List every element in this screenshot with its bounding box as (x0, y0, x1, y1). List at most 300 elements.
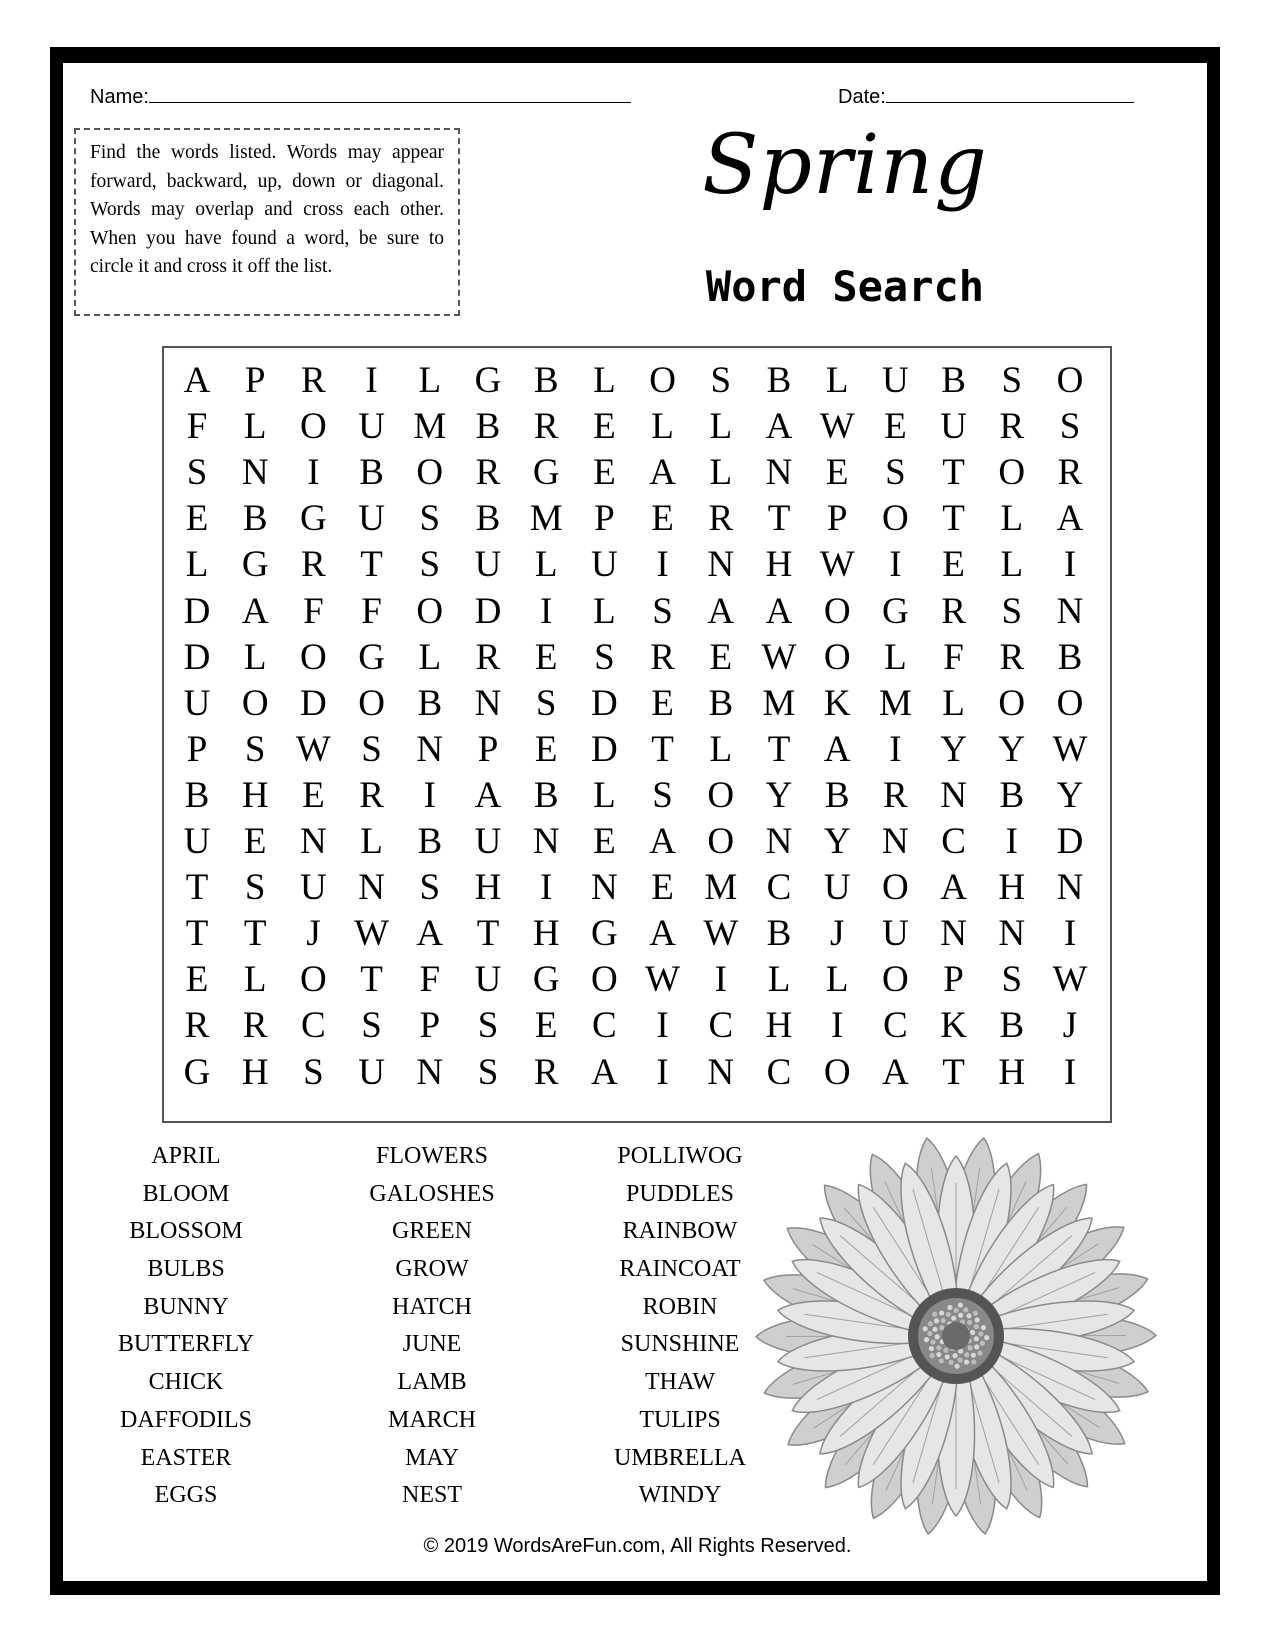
word-list-item: ROBIN (642, 1293, 718, 1320)
word-list-item: NEST (402, 1482, 462, 1509)
grid-letter[interactable]: A (241, 590, 269, 632)
grid-letter[interactable]: B (999, 1005, 1025, 1047)
grid-letter[interactable]: O (707, 821, 735, 862)
grid-letter[interactable]: H (765, 544, 793, 586)
grid-letter[interactable]: D (474, 590, 502, 632)
grid-letter[interactable]: R (242, 1005, 268, 1047)
grid-letter[interactable]: L (593, 774, 616, 816)
grid-letter[interactable]: J (1062, 1005, 1078, 1047)
word-list-item: TULIPS (639, 1406, 721, 1433)
name-blank-line[interactable] (149, 84, 631, 103)
grid-letter[interactable]: T (942, 498, 965, 540)
grid-letter[interactable]: R (650, 636, 675, 678)
grid-letter[interactable]: F (943, 636, 964, 678)
grid-letter[interactable]: I (656, 544, 669, 586)
date-field[interactable] (838, 84, 1134, 109)
grid-letter[interactable]: O (591, 959, 618, 1001)
grid-letter[interactable]: N (300, 821, 327, 862)
grid-letter[interactable]: L (709, 728, 733, 770)
title-spring: Spring (702, 118, 988, 213)
word-list-item: WINDY (638, 1482, 722, 1509)
grid-letter[interactable]: I (1063, 1051, 1077, 1093)
grid-letter[interactable]: B (417, 821, 443, 862)
grid-letter[interactable]: Y (1056, 774, 1084, 816)
word-list-item: CHICK (148, 1369, 224, 1396)
grid-letter[interactable]: T (476, 913, 500, 955)
grid-letter[interactable]: S (1059, 406, 1081, 448)
grid-letter[interactable]: A (765, 406, 793, 448)
grid-letter[interactable]: E (825, 452, 849, 494)
grid-letter[interactable]: Y (940, 728, 967, 770)
word-list-item: FLOWERS (375, 1143, 488, 1169)
grid-letter[interactable]: N (998, 913, 1026, 955)
word-list-item: EASTER (140, 1444, 232, 1471)
word-list-item: RAINCOAT (619, 1256, 741, 1283)
grid-letter[interactable]: S (652, 590, 673, 632)
grid-letter[interactable]: D (183, 636, 211, 678)
grid-letter[interactable]: S (477, 1005, 499, 1047)
grid-letter[interactable]: N (707, 1051, 735, 1093)
grid-letter[interactable]: G (183, 1051, 211, 1093)
grid-letter[interactable]: N (1056, 867, 1084, 909)
grid-letter[interactable]: G (532, 959, 560, 1001)
grid-letter[interactable]: F (361, 590, 382, 632)
grid-letter[interactable]: L (360, 821, 383, 862)
grid-letter[interactable]: L (534, 544, 558, 586)
grid-letter[interactable]: O (300, 636, 327, 678)
word-list-item: RAINBOW (622, 1218, 738, 1245)
grid-letter[interactable]: N (532, 821, 560, 862)
grid-letter[interactable]: B (766, 360, 792, 401)
grid-letter[interactable]: M (529, 498, 563, 540)
word-list-item: APRIL (151, 1143, 221, 1169)
grid-letter[interactable]: Y (765, 774, 793, 816)
grid-letter[interactable]: A (474, 774, 502, 816)
grid-letter[interactable]: R (359, 774, 384, 816)
word-list-item: JUNE (402, 1331, 462, 1358)
grid-letter[interactable]: L (1000, 544, 1024, 586)
grid-letter[interactable]: J (829, 913, 845, 955)
grid-letter[interactable]: T (767, 498, 791, 540)
word-list-item: DAFFODILS (119, 1406, 253, 1433)
grid-letter[interactable]: S (186, 452, 208, 494)
grid-letter[interactable]: I (656, 1005, 669, 1047)
grid-letter[interactable]: N (707, 544, 735, 586)
word-list-item: GREEN (392, 1218, 472, 1245)
grid-letter[interactable]: U (183, 821, 211, 862)
word-list-item: MAY (405, 1444, 459, 1471)
grid-letter[interactable]: I (1063, 544, 1077, 586)
grid-letter[interactable]: L (243, 406, 267, 448)
word-list-item: EGGS (154, 1482, 218, 1509)
grid-letter[interactable]: O (882, 867, 909, 909)
grid-letter[interactable]: W (354, 913, 390, 955)
grid-letter[interactable]: A (591, 1051, 618, 1093)
grid-letter[interactable]: L (709, 406, 733, 448)
grid-letter[interactable]: H (998, 1051, 1026, 1093)
grid-letter[interactable]: U (358, 406, 385, 448)
grid-letter[interactable]: B (766, 913, 792, 955)
grid-letter[interactable]: O (300, 959, 327, 1001)
word-list-item: PUDDLES (625, 1180, 734, 1207)
word-list-item: GALOSHES (369, 1180, 495, 1207)
grid-letter[interactable]: E (534, 728, 558, 770)
grid-letter[interactable]: U (882, 913, 909, 955)
grid-letter[interactable]: O (358, 682, 385, 724)
grid-letter[interactable]: A (823, 728, 851, 770)
grid-letter[interactable]: U (940, 406, 967, 448)
grid-letter[interactable]: T (185, 867, 209, 909)
grid-letter[interactable]: E (593, 406, 616, 448)
grid-letter[interactable]: L (418, 360, 442, 401)
grid-letter[interactable]: L (1000, 498, 1024, 540)
grid-letter[interactable]: U (882, 360, 909, 401)
grid-letter[interactable]: L (243, 636, 267, 678)
word-list-item: BUNNY (143, 1293, 229, 1320)
grid-letter[interactable]: R (941, 590, 966, 632)
grid-letter[interactable]: O (882, 498, 909, 540)
grid-letter[interactable]: P (186, 728, 208, 770)
grid-letter[interactable]: R (1057, 452, 1083, 494)
grid-letter[interactable]: O (416, 590, 444, 632)
grid-letter[interactable]: D (300, 682, 327, 724)
grid-letter[interactable]: N (765, 821, 793, 862)
grid-letter[interactable]: I (365, 360, 378, 401)
grid-letter[interactable]: A (1056, 498, 1084, 540)
grid-letter[interactable]: A (882, 1051, 909, 1093)
grid-letter[interactable]: B (475, 498, 501, 540)
copyright-footer: © 2019 WordsAreFun.com, All Rights Reserved. (423, 1535, 852, 1557)
grid-letter[interactable]: N (940, 913, 967, 955)
grid-letter[interactable]: N (416, 728, 444, 770)
grid-letter[interactable]: R (184, 1005, 210, 1047)
grid-letter[interactable]: E (709, 636, 733, 678)
grid-letter[interactable]: M (762, 682, 796, 724)
grid-letter[interactable]: O (823, 590, 851, 632)
word-list-column-1 (76, 1138, 296, 1515)
grid-letter[interactable]: E (534, 1005, 558, 1047)
word-list-item: MARCH (387, 1406, 477, 1433)
grid-letter[interactable]: I (540, 867, 553, 909)
grid-letter[interactable]: N (241, 452, 269, 494)
grid-letter[interactable]: Y (823, 821, 851, 862)
grid-letter[interactable]: U (358, 1051, 385, 1093)
date-label: Date: (838, 86, 886, 108)
grid-letter[interactable]: A (649, 913, 676, 955)
letter-grid (162, 346, 1112, 1123)
grid-letter[interactable]: I (831, 1005, 844, 1047)
grid-letter[interactable]: C (301, 1005, 326, 1047)
grid-letter[interactable]: W (761, 636, 797, 678)
grid-letter[interactable]: U (591, 544, 618, 586)
grid-letter[interactable]: A (649, 452, 676, 494)
grid-letter[interactable]: U (474, 544, 502, 586)
grid-letter[interactable]: T (360, 544, 383, 586)
grid-letter[interactable]: B (941, 360, 966, 401)
grid-letter[interactable]: L (593, 590, 616, 632)
grid-letter[interactable]: R (999, 636, 1025, 678)
grid-letter[interactable]: R (533, 1051, 559, 1093)
grid-letter[interactable]: H (532, 913, 560, 955)
grid-letter[interactable]: W (1052, 728, 1088, 770)
grid-letter[interactable]: B (184, 774, 210, 816)
grid-letter[interactable]: J (306, 913, 321, 955)
grid-letter[interactable]: S (419, 498, 441, 540)
grid-letter[interactable]: P (477, 728, 499, 770)
name-field[interactable] (90, 84, 631, 109)
grid-letter[interactable]: L (185, 544, 209, 586)
grid-letter[interactable]: E (884, 406, 907, 448)
grid-letter[interactable]: L (709, 452, 733, 494)
grid-letter[interactable]: I (423, 774, 436, 816)
grid-letter[interactable]: S (244, 728, 266, 770)
word-list-item: THAW (644, 1369, 716, 1396)
grid-letter[interactable]: N (940, 774, 967, 816)
word-list-column-2 (322, 1138, 542, 1515)
grid-letter[interactable]: C (883, 1005, 908, 1047)
grid-letter[interactable]: I (889, 728, 902, 770)
grid-letter[interactable]: O (416, 452, 444, 494)
word-list-item: BUTTERFLY (117, 1331, 255, 1358)
daisy-flower-illustration (746, 1128, 1186, 1568)
grid-letter[interactable]: S (244, 867, 266, 909)
grid-letter[interactable]: B (475, 406, 501, 448)
name-label: Name: (90, 86, 149, 108)
grid-letter[interactable]: P (244, 360, 266, 401)
grid-letter[interactable]: S (419, 544, 441, 586)
grid-letter[interactable]: A (416, 913, 444, 955)
grid-letter[interactable]: O (882, 959, 909, 1001)
grid-letter[interactable]: B (242, 498, 268, 540)
grid-letter[interactable]: T (942, 452, 965, 494)
grid-letter[interactable]: C (766, 867, 792, 909)
grid-letter[interactable]: B (824, 774, 850, 816)
grid-letter[interactable]: A (940, 867, 967, 909)
grid-letter[interactable]: E (185, 498, 209, 540)
grid-letter[interactable]: O (707, 774, 735, 816)
grid-letter[interactable]: P (419, 1005, 441, 1047)
grid-letter[interactable]: H (474, 867, 502, 909)
grid-letter[interactable]: U (183, 682, 211, 724)
grid-letter[interactable]: A (649, 821, 676, 862)
grid-letter[interactable]: O (1056, 360, 1084, 401)
grid-letter[interactable]: R (708, 498, 734, 540)
grid-letter[interactable]: T (942, 1051, 965, 1093)
grid-letter[interactable]: T (243, 913, 267, 955)
grid-letter[interactable]: E (302, 774, 325, 816)
grid-letter[interactable]: D (591, 728, 618, 770)
word-list-item: POLLIWOG (617, 1143, 743, 1169)
grid-letter[interactable]: N (882, 821, 909, 862)
grid-letter[interactable]: R (301, 544, 326, 586)
grid-letter[interactable]: N (358, 867, 385, 909)
grid-letter[interactable]: S (652, 774, 673, 816)
grid-letter[interactable]: O (300, 406, 327, 448)
grid-letter[interactable]: S (419, 867, 441, 909)
grid-letter[interactable]: H (998, 867, 1026, 909)
grid-letter[interactable]: R (999, 406, 1025, 448)
grid-letter[interactable]: U (474, 821, 502, 862)
grid-letter[interactable]: T (651, 728, 674, 770)
grid-letter[interactable]: E (593, 452, 616, 494)
grid-letter[interactable]: S (477, 1051, 499, 1093)
grid-letter[interactable]: N (765, 452, 793, 494)
grid-letter[interactable]: L (884, 636, 907, 678)
grid-letter[interactable]: D (183, 590, 211, 632)
grid-letter[interactable]: O (649, 360, 676, 401)
grid-letter[interactable]: U (823, 867, 851, 909)
grid-letter[interactable]: N (474, 682, 502, 724)
grid-letter[interactable]: L (651, 406, 674, 448)
grid-letter[interactable]: S (361, 728, 382, 770)
grid-letter[interactable]: P (594, 498, 615, 540)
word-list-item: BLOOM (142, 1180, 230, 1207)
grid-letter[interactable]: I (656, 1051, 669, 1093)
grid-letter[interactable]: E (534, 636, 558, 678)
grid-letter[interactable]: M (704, 867, 738, 909)
grid-letter[interactable]: D (591, 682, 618, 724)
word-list-item: HATCH (391, 1293, 472, 1320)
grid-letter[interactable]: C (941, 821, 966, 862)
grid-letter[interactable]: S (594, 636, 615, 678)
grid-letter[interactable]: T (360, 959, 383, 1001)
grid-letter[interactable]: U (358, 498, 385, 540)
grid-letter[interactable]: R (475, 452, 501, 494)
grid-letter[interactable]: I (714, 959, 727, 1001)
grid-letter[interactable]: C (592, 1005, 617, 1047)
grid-letter[interactable]: S (1001, 959, 1023, 1001)
grid-letter[interactable]: H (765, 1005, 793, 1047)
grid-letter[interactable]: T (185, 913, 209, 955)
grid-letter[interactable]: F (303, 590, 324, 632)
grid-letter[interactable]: K (940, 1005, 967, 1047)
word-list-item: UMBRELLA (614, 1444, 746, 1471)
grid-letter[interactable]: R (301, 360, 326, 401)
grid-letter[interactable]: D (1056, 821, 1084, 862)
grid-letter[interactable]: U (474, 959, 502, 1001)
grid-letter[interactable]: I (540, 590, 553, 632)
grid-letter[interactable]: L (243, 959, 267, 1001)
grid-letter[interactable]: L (825, 360, 849, 401)
grid-letter[interactable]: P (826, 498, 848, 540)
grid-letter[interactable]: S (361, 1005, 382, 1047)
grid-letter[interactable]: E (243, 821, 267, 862)
grid-letter[interactable]: R (883, 774, 908, 816)
grid-letter[interactable]: A (183, 360, 211, 401)
grid-letter[interactable]: E (651, 498, 674, 540)
grid-letter[interactable]: A (707, 590, 735, 632)
grid-letter[interactable]: M (878, 682, 912, 724)
word-list-item: GROW (395, 1256, 469, 1283)
grid-letter[interactable]: L (942, 682, 965, 724)
grid-letter[interactable]: B (533, 774, 559, 816)
grid-letter[interactable]: B (999, 774, 1025, 816)
grid-letter[interactable]: G (358, 636, 385, 678)
grid-letter[interactable]: G (882, 590, 909, 632)
grid-letter[interactable]: G (532, 452, 560, 494)
grid-letter[interactable]: S (1001, 590, 1023, 632)
grid-letter[interactable]: K (823, 682, 851, 724)
word-list-item: LAMB (397, 1369, 467, 1396)
grid-letter[interactable]: W (819, 406, 855, 448)
grid-letter[interactable]: E (942, 544, 965, 586)
grid-letter[interactable]: B (359, 452, 384, 494)
grid-letter[interactable]: I (307, 452, 320, 494)
word-list-item: BLOSSOM (129, 1218, 243, 1245)
grid-letter[interactable]: L (593, 360, 616, 401)
grid-letter[interactable]: G (241, 544, 269, 586)
grid-letter[interactable]: B (533, 360, 559, 401)
grid-letter[interactable]: S (885, 452, 906, 494)
grid-letter[interactable]: R (475, 636, 501, 678)
grid-letter[interactable]: T (767, 728, 791, 770)
grid-letter[interactable]: O (1056, 682, 1084, 724)
grid-letter[interactable]: H (241, 774, 269, 816)
grid-letter[interactable]: U (300, 867, 327, 909)
grid-letter[interactable]: B (1057, 636, 1083, 678)
grid-letter[interactable]: F (419, 959, 441, 1001)
grid-letter[interactable]: S (710, 360, 732, 401)
grid-letter[interactable]: O (998, 452, 1026, 494)
grid-letter[interactable]: I (1005, 821, 1018, 862)
grid-letter[interactable]: S (535, 682, 557, 724)
word-list-item: SUNSHINE (620, 1331, 740, 1358)
grid-letter[interactable]: L (767, 959, 791, 1001)
grid-letter[interactable]: N (591, 867, 618, 909)
grid-letter[interactable]: G (591, 913, 618, 955)
title-word-search: Word Search (705, 262, 985, 311)
grid-letter[interactable]: C (708, 1005, 734, 1047)
grid-letter[interactable]: A (765, 590, 793, 632)
grid-letter[interactable]: C (766, 1051, 792, 1093)
grid-letter[interactable]: G (300, 498, 327, 540)
grid-letter[interactable]: E (593, 821, 616, 862)
grid-letter[interactable]: O (823, 636, 851, 678)
grid-letter[interactable]: N (416, 1051, 444, 1093)
grid-letter[interactable]: G (474, 360, 502, 401)
grid-letter[interactable]: W (295, 728, 331, 770)
grid-letter[interactable]: O (998, 682, 1026, 724)
grid-letter[interactable]: W (645, 959, 681, 1001)
grid-letter[interactable]: E (651, 867, 674, 909)
date-blank-line[interactable] (886, 84, 1134, 103)
grid-letter[interactable]: W (1052, 959, 1088, 1001)
grid-letter[interactable]: B (708, 682, 734, 724)
grid-letter[interactable]: L (418, 636, 442, 678)
grid-letter[interactable]: S (1001, 360, 1023, 401)
instructions-box: Find the words listed. Words may appear forward, backward, up, down or diagonal. Words may overlap and cross each other. When you have found a word, be sure to circle it and cross it off the list. (74, 128, 460, 316)
grid-letter[interactable]: R (533, 406, 559, 448)
grid-letter[interactable]: S (303, 1051, 324, 1093)
grid-letter[interactable]: I (889, 544, 902, 586)
grid-letter[interactable]: W (819, 544, 855, 586)
grid-letter[interactable]: N (1056, 590, 1084, 632)
grid-letter[interactable]: P (943, 959, 964, 1001)
grid-letter[interactable]: L (825, 959, 849, 1001)
word-list-item: BULBS (147, 1256, 225, 1283)
grid-letter[interactable]: H (241, 1051, 269, 1093)
grid-letter[interactable]: W (703, 913, 739, 955)
grid-letter[interactable]: O (241, 682, 269, 724)
grid-letter[interactable]: I (1063, 913, 1077, 955)
grid-letter[interactable]: F (186, 406, 208, 448)
grid-letter[interactable]: Y (998, 728, 1026, 770)
grid-letter[interactable]: O (823, 1051, 851, 1093)
grid-letter[interactable]: E (185, 959, 209, 1001)
grid-letter[interactable]: M (413, 406, 447, 448)
grid-letter[interactable]: B (417, 682, 443, 724)
grid-letter[interactable]: E (651, 682, 674, 724)
